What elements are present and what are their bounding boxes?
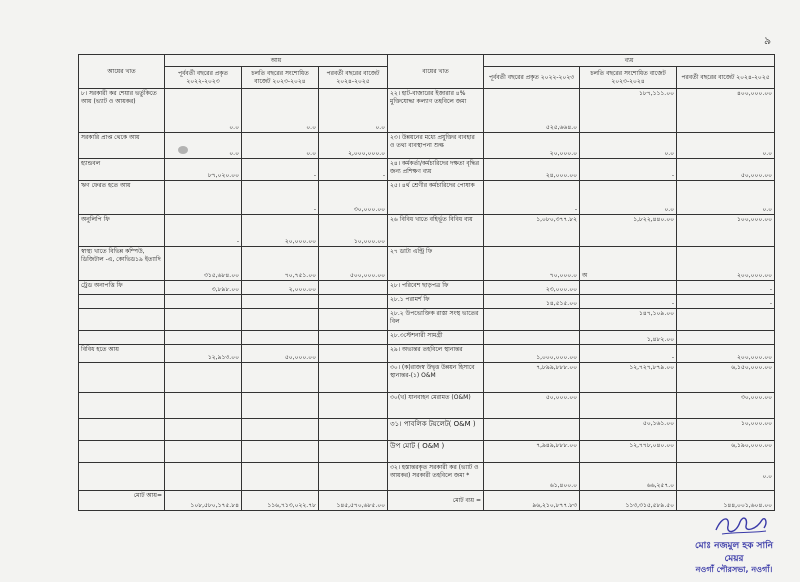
col-exp-next-budget: পরবর্তী বছরের বাজেট ২০২৪-২০২৫: [677, 67, 775, 89]
cell: -: [165, 215, 242, 247]
expense-item: ২৫। ৪র্থ শ্রেণীর কর্মচারিদের পোষাক: [388, 181, 484, 215]
total-cell: ৯৬,২১০,৮৭৭.৮৩: [484, 491, 580, 511]
cell: ১,০০০,০০০.০০: [484, 345, 580, 363]
expense-item: ২২। হাট-বাজারের ইজারার ৪% মুক্তিযোদ্ধা কল্যাণ তহবিলে জমা: [388, 89, 484, 133]
total-cell: ১৪৫,৫৭০,৬৮৫.০০: [319, 491, 388, 511]
cell: -: [242, 159, 319, 181]
cell: ৫০,১৬১.০০: [580, 419, 677, 441]
cell: ০.০: [677, 133, 775, 159]
total-income-label: মোট আয়=: [79, 491, 165, 511]
col-next-budget: পরবর্তী বছরের বাজেট ২০২৪-২০২৫: [319, 67, 388, 89]
cell: ১৪,৫১৫.০০: [484, 295, 580, 309]
cell: ১০,০০০.০০: [677, 419, 775, 441]
cell: ৬,১৯০,০০০.০০: [677, 441, 775, 463]
cell: -: [319, 159, 388, 181]
cell: ৭০,০০০.০: [484, 247, 580, 281]
cell: [319, 309, 388, 331]
expense-item: ৩০। (ক)রাজস্ব উদ্বৃত্ত উন্নয়ন হিসাবে স্থানান্তর-(১) O&M: [388, 363, 484, 393]
cell: [319, 363, 388, 393]
expense-item: ২৪। কর্মকর্তা/কর্মচারিদের দক্ষতা বৃদ্ধির জন্য প্রশিক্ষণ ব্যয়: [388, 159, 484, 181]
income-item: হ্যান্ডবল: [79, 159, 165, 181]
table-row: [79, 441, 775, 463]
cell: ০.০: [580, 133, 677, 159]
cell: [242, 463, 319, 491]
cell: ০.০: [165, 89, 242, 133]
cell: ২০০,০০০.০০: [677, 247, 775, 281]
cell: [677, 331, 775, 345]
table-row: [79, 309, 775, 331]
expense-item: ২৬ বিবিধ খাতে বহির্ভূত বিবিধ ব্যয়: [388, 215, 484, 247]
cell: ০.০: [242, 89, 319, 133]
cell: ২৪,০০০.০০: [484, 159, 580, 181]
cell: ০.০: [165, 133, 242, 159]
cell: [319, 419, 388, 441]
cell: [319, 463, 388, 491]
expense-item: ২৯। অভ্যন্তর তহবিলে স্থানান্তর: [388, 345, 484, 363]
cell: -: [677, 281, 775, 295]
cell: ১,০৮০,৩৭৭.৮২: [484, 215, 580, 247]
cell: [319, 441, 388, 463]
cell: ৬,১৫০,০০০.০০: [677, 363, 775, 393]
table-row: [79, 133, 775, 159]
expense-item: ২৮.৩স্টেশনারী সামগ্রী: [388, 331, 484, 345]
page-number: ৯: [764, 34, 772, 47]
cell: [165, 419, 242, 441]
signer-name: মোঃ নজমুল হক সানি: [694, 541, 774, 551]
cell: [319, 281, 388, 295]
expense-head: ব্যয়ের খাত: [388, 55, 484, 89]
table-row: [79, 463, 775, 491]
cell: [319, 331, 388, 345]
income-item: [79, 441, 165, 463]
expense-item: ২৭ ডাটা এন্ট্রি ফি: [388, 247, 484, 281]
cell: [242, 331, 319, 345]
income-group-header: আয়: [165, 55, 388, 67]
income-item: [79, 295, 165, 309]
income-item: [79, 463, 165, 491]
income-item: অনুলিপি ফি: [79, 215, 165, 247]
cell: ২০,০০০.০: [484, 133, 580, 159]
cell: ১৮৭,১১১.০০: [580, 89, 677, 133]
cell: [165, 463, 242, 491]
cell: [319, 393, 388, 419]
cell: [165, 295, 242, 309]
cell: ১,৮২২,৪৪০.০০: [580, 215, 677, 247]
income-item: [79, 309, 165, 331]
cell: ৮৭,০২০.০০: [165, 159, 242, 181]
cell: [242, 419, 319, 441]
cell: [580, 281, 677, 295]
income-item: ট্রেড অনাপত্তি ফি: [79, 281, 165, 295]
cell: [319, 345, 388, 363]
cell: ২,০০০,০০০.০: [319, 133, 388, 159]
col-prev-actual: পূর্ববর্তী বছরের প্রকৃত ২০২২-২০২৩: [165, 67, 242, 89]
income-item: [79, 393, 165, 419]
col-current-revised: চলতি বছরের সংশোধিত বাজেট ২০২৩-২০২৪: [242, 67, 319, 89]
cell: ৬৬,২৫৭.০: [580, 463, 677, 491]
cell: ০.০: [319, 89, 388, 133]
table-body: [79, 89, 775, 511]
total-cell: ১১৩,৩১৫,৫৮৯.৫০: [580, 491, 677, 511]
cell: ৫০,০০০.০০: [484, 393, 580, 419]
table-row: [79, 363, 775, 393]
cell: ১২,৭২৭,৮৭৯.০০: [580, 363, 677, 393]
table-row: [79, 181, 775, 215]
cell: [165, 309, 242, 331]
cell: [677, 309, 775, 331]
expense-item: ২৮.১ পরামর্শ ফি: [388, 295, 484, 309]
expense-item: ২৩। উন্নয়নের মধ্যে প্রযুক্তির ব্যবহার ও তথ্য ব্যবস্থাপনা শুল্ক: [388, 133, 484, 159]
cell: ৭,৯৪৯,৮৮৮.০০: [484, 441, 580, 463]
cell: ১০,০০০.০০: [319, 215, 388, 247]
cell: [484, 309, 580, 331]
total-cell: ১৪৪,০০১,৬০৪.০০: [677, 491, 775, 511]
income-item: স্বাস্থ্য খাতে বিভিন্ন কম্পিউ, ডিজিটাল -এ, কোভিড১৯ ইত্যাদি: [79, 247, 165, 281]
cell: ১,৪৮২.০০: [580, 331, 677, 345]
signer-title: মেয়র: [724, 554, 744, 564]
cell: ৫০০,০০০.০০: [319, 247, 388, 281]
col-exp-prev-actual: পূর্ববর্তী বছরের প্রকৃত ২০২২-২০২৩: [484, 67, 580, 89]
cell: -: [580, 159, 677, 181]
table-row: [79, 215, 775, 247]
cell: ২,০০০.০০: [242, 281, 319, 295]
cell: [165, 441, 242, 463]
cell: ৪০০,০০০.০০: [677, 89, 775, 133]
cell: [242, 441, 319, 463]
handwritten-signature: [712, 512, 772, 538]
income-item: ৮। সরকারী কর শেয়ার ভর্তুকিতে আয় (ভ্যাট ও আয়কর): [79, 89, 165, 133]
total-cell: ১০৮,৫৮০,১৭৫.৮৪: [165, 491, 242, 511]
income-item: ঋণ ফেরত হতে আয়: [79, 181, 165, 215]
cell: ২০০,০০০.০০: [677, 345, 775, 363]
expense-item: ২৮। পরিবেশ ছাড়পত্র ফি: [388, 281, 484, 295]
cell: [165, 331, 242, 345]
income-item: [79, 363, 165, 393]
signature-block: [672, 510, 796, 580]
cell: [165, 181, 242, 215]
income-item: বিবিধ হতে আয়: [79, 345, 165, 363]
cell: ৫০,০০০.০০: [242, 345, 319, 363]
cell: ৫০,০০০.০০: [677, 159, 775, 181]
income-head: আয়ের খাত: [79, 55, 165, 89]
income-item: সরকারি প্রাপ্ত থেকে আয়: [79, 133, 165, 159]
cell: ০.০: [242, 133, 319, 159]
cell: ০.০: [580, 181, 677, 215]
cell: ৭০,৭৫১.০০: [242, 247, 319, 281]
cell: [242, 295, 319, 309]
cell: ৩,৮৯৮.০০: [165, 281, 242, 295]
cell: [242, 393, 319, 419]
cell: -: [580, 295, 677, 309]
income-item: [79, 419, 165, 441]
table-row: [79, 247, 775, 281]
signer-office: নওগাঁ পৌরসভা, নওগাঁ।: [695, 565, 773, 574]
totals-row: [79, 491, 775, 511]
cell: [242, 363, 319, 393]
cell: ৬১,৪০০.০: [484, 463, 580, 491]
cell: ৩০,০০০.০০: [319, 181, 388, 215]
table-row: [79, 331, 775, 345]
cell: ২৩,০০০.০০: [484, 281, 580, 295]
cell: ০.০: [677, 181, 775, 215]
cell: [165, 363, 242, 393]
expense-group-header: ব্যয়: [484, 55, 775, 67]
expense-item: ৩১। পাবলিক টয়লেট( O&M ): [388, 419, 484, 441]
table-row: [79, 419, 775, 441]
cell: ৫২৫,৬৬৪.০: [484, 89, 580, 133]
table-row: [79, 345, 775, 363]
cell: -: [242, 181, 319, 215]
table-row: [79, 281, 775, 295]
table-row: [79, 393, 775, 419]
expense-item: ২৮.২ উপভোক্তিক রাস্তা সংস্থ ভাতের বিল: [388, 309, 484, 331]
cell: ১৪৭,১০৯.০০: [580, 309, 677, 331]
expense-item: উপ মোট ( O&M ): [388, 441, 484, 463]
cell: [165, 393, 242, 419]
budget-table: [78, 54, 775, 511]
expense-item: ৩০(খ) যানবাহন মেরামত (O&M): [388, 393, 484, 419]
table-row: [79, 295, 775, 309]
total-expense-label: মোট ব্যয় =: [388, 491, 484, 511]
cell: ৩১৫,৬৮৪.০০: [165, 247, 242, 281]
cell: [319, 295, 388, 309]
cell: ১২,৯১৩.০০: [165, 345, 242, 363]
cell: ০.০: [677, 463, 775, 491]
total-cell: ১১৬,৭১৩,০২২.৭৮: [242, 491, 319, 511]
cell: ১০০,০০০.০০: [677, 215, 775, 247]
cell: ৩০,০০০.০০: [677, 393, 775, 419]
cell: ৭,৮৯৯,৮৮৮.০০: [484, 363, 580, 393]
cell: [580, 393, 677, 419]
cell: [484, 331, 580, 345]
cell: ১২,৭৭৮,০৪০.০০: [580, 441, 677, 463]
cell: [242, 309, 319, 331]
cell: -: [677, 295, 775, 309]
table-row: [79, 89, 775, 133]
cell: -: [580, 345, 677, 363]
expense-item: ৩২। হস্তান্তরকৃত সরকারী কর (ভ্যাট ও আয়কর) সরকারী তহবিলে জমা *: [388, 463, 484, 491]
col-exp-current-revised: চলতি বছরের সংশোধিত বাজেট ২০২৩-২০২৪: [580, 67, 677, 89]
cell: -: [484, 181, 580, 215]
cell: [484, 419, 580, 441]
income-item: [79, 331, 165, 345]
cell: অ: [580, 247, 677, 281]
cell: ২০,০০০.০০: [242, 215, 319, 247]
table-row: [79, 159, 775, 181]
